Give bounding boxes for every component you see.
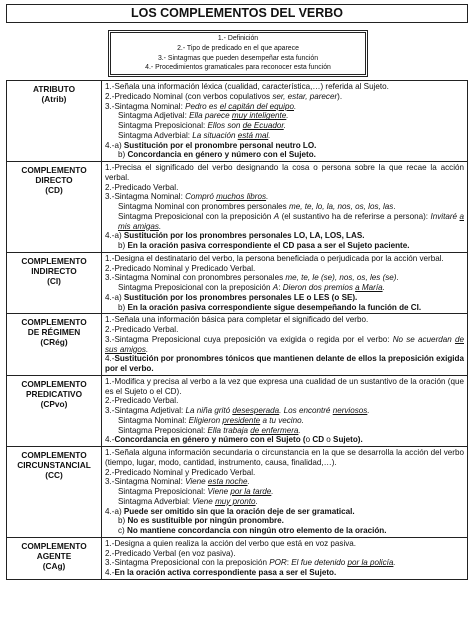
text-line: 4.-Concordancia en género y número con el Sujeto (o CD o Sujeto).	[105, 435, 363, 445]
text-line: b) En la oración pasiva correspondiente el CD pasa a ser el Sujeto paciente.	[118, 241, 410, 250]
text-line: 2.-Predicado Verbal.	[105, 325, 179, 334]
text-line: Sintagma Preposicional con la preposición A (el sustantivo ha de referirse a persona): Invitaré a mis amigas.	[118, 211, 464, 231]
category-name: COMPLEMENTO	[21, 378, 87, 389]
text-line: 1.-Señala una información básica para completar el significado del verbo.	[105, 315, 369, 325]
index-box	[110, 32, 366, 75]
table-row	[7, 252, 468, 314]
text-line: 1.-Señala una información léxica (cualidad, característica,…) referida al Sujeto.	[105, 82, 389, 91]
text-line: 2.-Predicado Verbal.	[105, 182, 179, 192]
text-line: b) No es sustituible por ningún pronombre.	[118, 516, 284, 526]
text-line: Sintagma Nominal con pronombres personales me, te, lo, la, nos, os, los, las.	[118, 202, 396, 211]
text-line: 4.-a) Sustitución por el pronombre personal neutro LO.	[105, 140, 317, 150]
category-cell	[7, 447, 102, 538]
text-line: 3.-Sintagma Nominal con pronombres personales me, te, le (se), nos, os, les (se).	[105, 273, 399, 283]
text-line: 3.-Sintagma Nominal: Pedro es el capitán del equipo.	[105, 101, 297, 111]
text-line: 4.-a) Sustitución por los pronombres personales LO, LA, LOS, LAS.	[105, 231, 365, 241]
category-name: DE RÉGIMEN	[27, 327, 81, 338]
description-cell	[102, 81, 468, 162]
text-line: 2.-Predicado Nominal y Predicado Verbal.	[105, 263, 256, 273]
category-cell	[7, 162, 102, 253]
text-line: Sintagma Nominal: Eligieron presidente a tu vecino.	[118, 415, 304, 425]
index-item: 2.- Tipo de predicado en el que aparece	[177, 44, 299, 52]
text-line: 3.-Sintagma Preposicional con la preposición POR: El fue detenido por la policía.	[105, 558, 396, 568]
text-line: Sintagma Preposicional: Viene por la tarde.	[118, 487, 274, 496]
table-row	[7, 447, 468, 538]
category-name: COMPLEMENTO	[21, 540, 87, 551]
text-line: Sintagma Adverbial: La situación está mal.	[118, 130, 271, 140]
category-name: COMPLEMENTO	[21, 255, 87, 266]
complements-table	[6, 80, 468, 580]
description-cell	[102, 314, 468, 376]
category-cell	[7, 537, 102, 579]
category-cell	[7, 314, 102, 376]
text-line: 4.-Sustitución por pronombres tónicos que mantienen delante de ellos la preposición exigida por el verbo.	[105, 354, 464, 373]
table-row	[7, 375, 468, 446]
category-abbr: (CRég)	[40, 337, 68, 348]
text-line: 2.-Predicado Verbal (en voz pasiva).	[105, 548, 236, 558]
category-abbr: (CPvo)	[40, 398, 68, 409]
category-abbr: (CAg)	[42, 560, 66, 571]
category-name: DIRECTO	[35, 175, 73, 185]
text-line: 3.-Sintagma Nominal: Viene esta noche.	[105, 477, 250, 487]
category-name: AGENTE	[36, 550, 72, 561]
category-name: COMPLEMENTO	[21, 317, 87, 328]
description-cell	[102, 252, 468, 314]
category-name: CIRCUNSTANCIAL	[17, 460, 91, 470]
page-title: LOS COMPLEMENTOS DEL VERBO	[6, 4, 468, 23]
category-name: PREDICATIVO	[25, 388, 83, 399]
text-line: Sintagma Preposicional con la preposición A: Dieron dos premios a María.	[118, 283, 385, 292]
text-line: Sintagma Preposicional: Ella trabaja de enfermera.	[118, 425, 301, 435]
text-line: Sintagma Adverbial: Viene muy pronto.	[118, 496, 258, 506]
text-line: 4.-a) Sustitución por los pronombres personales LE o LES (o SE).	[105, 292, 358, 302]
table-row	[7, 314, 468, 376]
text-line: 4.-a) Puede ser omitido sin que la oración deje de ser gramatical.	[105, 506, 355, 516]
text-line: 1.-Precisa el significado del verbo designando la cosa o persona sobre la que recae la acción verbal.	[105, 163, 464, 182]
index-item: 3.- Sintagmas que pueden desempeñar esta función	[157, 54, 319, 62]
text-line: 3.-Sintagma Adjetival: La niña gritó desesperada. Los encontré nerviosos.	[105, 406, 370, 415]
category-cell	[7, 252, 102, 314]
table-row	[7, 81, 468, 162]
text-line: b) En la oración pasiva correspondiente sigue desempeñando la función de CI.	[118, 302, 422, 312]
category-abbr: (Atrib)	[41, 94, 67, 104]
category-name: ATRIBUTO	[32, 84, 76, 94]
text-line: c) No mantiene concordancia con ningún otro elemento de la oración.	[118, 526, 387, 535]
text-line: 4.-En la oración activa correspondiente pasa a ser el Sujeto.	[105, 568, 337, 577]
text-line: 1.-Designa a quien realiza la acción del verbo que está en voz pasiva.	[105, 538, 357, 548]
table-row	[7, 162, 468, 253]
category-name: COMPLEMENTO	[21, 450, 87, 460]
index-item: 1.- Definición	[217, 35, 259, 42]
category-abbr: (CC)	[45, 470, 63, 480]
category-cell	[7, 81, 102, 162]
category-cell	[7, 375, 102, 446]
text-line: 1.-Señala alguna información secundaria o circunstancia en la que se desarrolla la acción del verbo (tiempo, lugar, modo, cantidad, instrumento, causa, finalidad,…).	[105, 448, 464, 467]
table-row	[7, 537, 468, 579]
description-cell	[102, 447, 468, 538]
text-line: 2.-Predicado Nominal y Predicado Verbal.	[105, 467, 256, 477]
text-line: 2.-Predicado Nominal (con verbos copulativos ser, estar, parecer).	[105, 91, 343, 101]
text-line: Sintagma Adjetival: Ella parece muy inteligente.	[118, 111, 289, 121]
text-line: 1.-Modifica y precisa al verbo a la vez que expresa una cualidad de un sustantivo de la oración (que es el Sujeto o el CD).	[105, 376, 464, 396]
category-name: COMPLEMENTO	[21, 165, 87, 175]
text-line: 2.-Predicado Verbal.	[105, 396, 179, 406]
category-abbr: (CD)	[45, 185, 63, 195]
text-line: 3.-Sintagma Preposicional cuya preposición va exigida o regida por el verbo: No se acuerdan de sus amigos.	[105, 334, 464, 354]
text-line: b) Concordancia en género y número con el Sujeto.	[118, 150, 316, 160]
description-cell	[102, 375, 468, 446]
category-abbr: (CI)	[47, 275, 61, 286]
text-line: 3.-Sintagma Nominal: Compró muchos libros.	[105, 192, 269, 202]
text-line: 1.-Designa el destinatario del verbo, la persona beneficiada o perjudicada por la acción verbal.	[105, 253, 444, 263]
index-item: 4.- Procedimientos gramaticales para reconocer esta función	[145, 64, 331, 72]
description-cell	[102, 162, 468, 253]
text-line: Sintagma Preposicional: Ellos son de Ecuador.	[118, 121, 286, 130]
category-name: INDIRECTO	[31, 265, 77, 276]
description-cell	[102, 537, 468, 579]
